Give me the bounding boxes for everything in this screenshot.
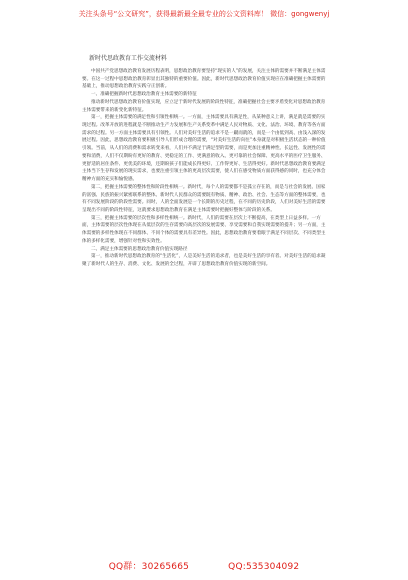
body-paragraph: 第三，把握主体需要的层次性和多样性相统一。新时代，人们的需要在层次上不断提高，在类型上日益多样。一方面，主体需要的层次性体现在从低层次的生存需要向高层次的发展需要、享受需要和自我实现需要的提升；另一方面，主体需要的多样性体现在不同群体、不同个体的需要具有差异性。因此，思想政治教育要着眼于满足不同层次、不同类型主体的多样化需要，增强针对性和实效性。	[82, 215, 326, 244]
qq-number-text: QQ:535304092	[228, 562, 300, 572]
body-paragraph: 中国共产党思想政治教育发展历程表明，思想政治教育要坚持“现实的人”的发展，关注主体的需要并不断满足主体需要。在这一过程中思想政治教育彰显出其独特的重要价值。因此，新时代思想政治教育价值实现应在准确把握主体需要的基础上，推动思想政治教育实践守正创新。	[82, 69, 326, 90]
section-heading: 一、准确把握新时代思想政治教育主体需要的新特征	[91, 92, 197, 98]
section-heading: 二、满足主体需要的思想政治教育价值实现路径	[91, 246, 188, 252]
qq-group-text: QQ群：30265665	[108, 562, 190, 572]
document-body	[82, 68, 326, 269]
body-paragraph: 第一，推动新时代思想政治教育的“生活化”，人是美好生活的追求者，也是美好生活的享有者。对美好生活的追求凝聚了新时代人的生存、消费、文化、发展的全过程，开辟了思想政治教育价值实现的新空间。	[82, 254, 326, 267]
header-banner[interactable]: 关注头条号“公文研究”，获得最新最全最专业的公文资料库！ 微信：gongwenyj	[78, 10, 330, 18]
body-paragraph: 第二，把握主体需要的整体性和阶段性相统一。新时代，每个人的需要都不是孤立存在的，而是与社会的发展、国家的富强、民族的振兴紧密联系的整体。新时代人民群众的需要既有物质、精神、政治、社会、生态等方面的整体需要，也有不同发展阶段的阶段性需要。同时，人的全面发展是一个长期的历史过程，在不同的历史阶段，人们对美好生活的需要呈现出不同的阶段性特征，这就要求思想政治教育在满足主体需要时把握好整体与阶段的关系。	[82, 184, 326, 213]
footer-contact	[0, 562, 408, 573]
body-paragraph: 第一，把握主体需要的满足性和引领性相统一。一方面，主体需要具有满足性，从某种意义上讲，满足就是需要的实现过程。改革开放的进程就是不断推动生产力发展和生产关系变革中满足人民对物质、文化、法治、环境、教育等各方面需求的过程。另一方面主体需要具有引领性。人们对美好生活的追求不是一蹴而就的，而是一个由低到高、由浅入深的发展过程。因此，思想政治教育要积极引导人们形成合理的需要，“对美好生活的向往”本身就是对积极生活状态的一种价值引领。当前，从人们的消费和需求转变来看，人们并不满足于满足型的需要，而是更加注重精神性、长远性、发展性的需要和消费，人们不仅期盼有更好的教育、更稳定的工作、更满意的收入、更可靠的社会保障、更高水平的医疗卫生服务、更舒适的居住条件、更优美的环境，还期盼孩子们能成长得更好、工作得更好、生活得更好。新时代思想政治教育要满足主体当下生存和发展的现实需求，也要注重引领主体的更高层次需要，使人们在感受物质方面获得感的同时，也充分体会精神方面的充实和愉悦感。	[82, 115, 326, 183]
document-title: 新时代思政教育工作交流材料	[89, 55, 168, 62]
body-paragraph: 推动新时代思想政治教育价值实现，应立足于新时代发展的阶段性特征，准确把握社会主要矛盾变化对思想政治教育主体需要带来的新变化新特征。	[82, 99, 326, 113]
